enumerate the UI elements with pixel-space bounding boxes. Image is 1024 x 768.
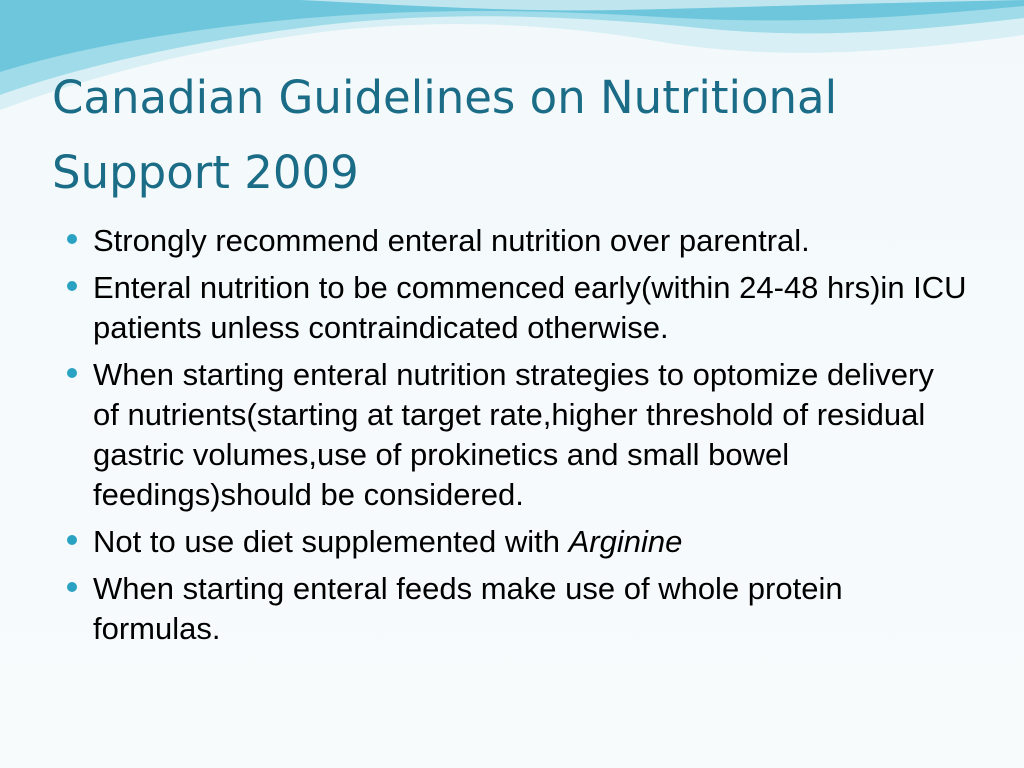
bullet-text: Strongly recommend enteral nutrition over parentral.	[93, 223, 810, 258]
bullet-emphasis: Arginine	[568, 524, 683, 559]
bullet-item	[62, 355, 967, 515]
bullet-dot-icon	[67, 234, 77, 244]
slide-title: Canadian Guidelines on Nutritional Support 2009	[52, 71, 838, 199]
bullet-dot-icon	[67, 368, 77, 378]
bullet-item	[62, 569, 967, 649]
bullet-list	[62, 221, 967, 656]
bullet-item	[62, 522, 967, 562]
bullet-text: When starting enteral feeds make use of whole protein formulas.	[93, 571, 843, 646]
bullet-dot-icon	[67, 535, 77, 545]
bullet-text: When starting enteral nutrition strategies to optomize delivery of nutrients(starting at target rate,higher threshold of residual gastric volumes,use of prokinetics and small bowel feedings)should be considered.	[93, 357, 934, 512]
bullet-item	[62, 268, 967, 348]
bullet-item	[62, 221, 967, 261]
bullet-dot-icon	[67, 582, 77, 592]
bullet-dot-icon	[67, 281, 77, 291]
bullet-text: Enteral nutrition to be commenced early(within 24-48 hrs)in ICU patients unless contraindicated otherwise.	[93, 270, 967, 345]
bullet-text: Not to use diet supplemented with	[93, 524, 569, 559]
